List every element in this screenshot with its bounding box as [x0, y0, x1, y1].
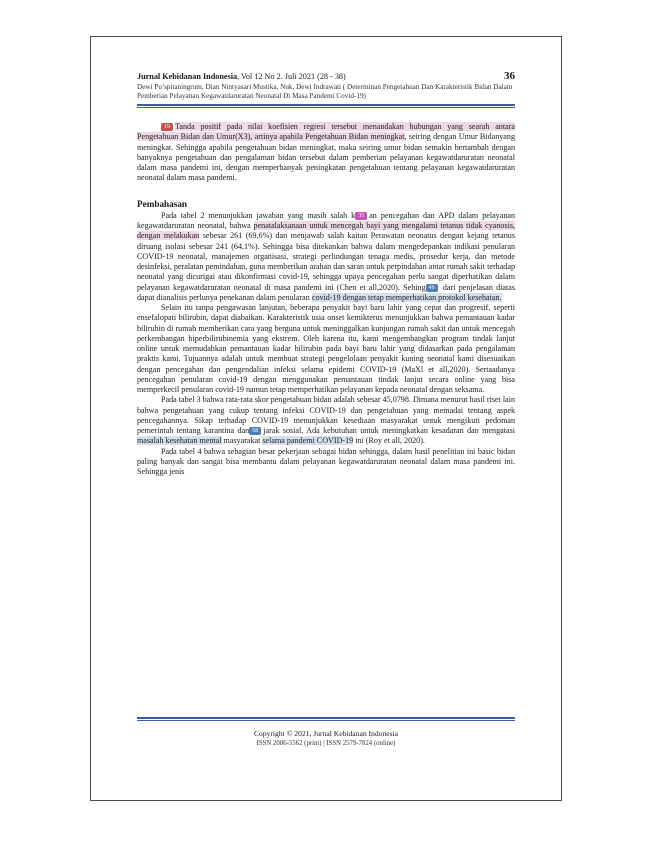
highlighted-text[interactable]: covid-19 dengan tetap memperhatikan protokol kesehatan.	[311, 292, 502, 302]
discussion-paragraph-2: Selain itu tanpa pengawasan lanjutan, beberapa penyakit bayi baru lahir yang cepat dan progresif, seperti ensefalopati bilirubin, dapat diabaikan. Karakteristik usia onset kemikterus menunjukkan bahwa pemantauan kadar bilirubin di rumah memberikan cara yang berguna untuk meninggalkan kunjungan rumah sakit dan untuk mencegah perkembangan hiperbilirubinemia yang ekstrem. Oleh karena itu, kami mengembangkan program tindak lanjut online untuk memudahkan pemantauan kadar bilirubin pada bayi baru lahir yang didasarkan pada pengalaman praktis kami. Tujuannya adalah untuk membuat strategi pengelolaan penyakit kuning neonatal kami disesuaikan dengan pencegahan dan pengendalian infeksi selama epidemi COVID-19 (MaXl et all,2020). Sertaadanya pencegahan penularan covid-19 dengan menggunakan pemantauan tindak lanjut secara online yang bisa memperkecil penularan covid-19 namun tetap memperhatikan pelayanan kepada neonatal dengan seksama.	[137, 303, 515, 394]
paragraph-text: jarak sosial. Ada kebutuhan untuk meningkatkan kesadaran dan mengatasi	[263, 426, 515, 435]
paragraph-text: sebesar 261 (69,6%) dan menjawab salah kaitan Perawatan neonatus dengan kejang tetanus diruang isolasi sebesar 241 (64,1%). Sehingga bisa ditekankan bahwa dalam mengedepankan indikasi penularan COVID-19 neonatal, manajemen organisasi, strategi perlindungan tenaga medis, prosedur kerja, dan metode desinfeksi, peralatan pemindahan, guna memberikan arahan dan saran untuk perpindahan antar rumah sakit terhadap neonatal yang dicurigai atau dikonfirmasi covid-19, sehingga upaya pencegahan perlu sangat diperhatikan dalam pelayanan kegawatdaruratan neonatal di masa pandemi ini (Chen et all,2020). Sehing	[137, 231, 515, 292]
paragraph-text: ini (Roy et all, 2020).	[353, 436, 425, 446]
footer-rule	[137, 717, 515, 719]
page-number: 36	[504, 70, 515, 82]
annotation-badge[interactable]: 35	[355, 212, 367, 220]
journal-title: Jurnal Kebidanan Indonesia	[137, 72, 238, 81]
section-heading: Pembahasan	[137, 198, 188, 209]
page-content	[137, 71, 515, 477]
page-footer	[137, 717, 515, 747]
journal-volume: , Vol 12 No 2. Juli 2021 (28 - 38)	[237, 72, 346, 81]
highlighted-text[interactable]: masalah kesehatan mental	[137, 436, 222, 446]
paragraph-text: dari penjelasan diatas dapat dianalisis perlunya penekanan dalam penularan	[137, 282, 515, 302]
annotation-badge[interactable]: 58	[249, 427, 261, 435]
header-rule-thin	[137, 107, 515, 108]
document-page	[90, 36, 562, 801]
discussion-paragraph-4: Pada tabel 4 bahwa sebagian besar pekerjaan sebagai bidan sehingga, dalam hasil penelitian ini basic bidan paling banyak dan sangat bisa membantu dalam pelayanan kegawatdaruratan neonatal dalam masa pandemi ini. Sehingga jenis	[137, 446, 515, 476]
footer-rule-thin	[137, 720, 515, 721]
issn-text: ISSN 2086-5562 (print) | ISSN 2579-7824 (online)	[256, 740, 396, 747]
highlighted-text[interactable]: selama pandemi COVID-19	[262, 436, 354, 446]
highlighted-text[interactable]: penatalaksanaan untuk mencegah bayi yang mengalami tetanus tidak cyanosis, dengan melakukan	[137, 221, 516, 241]
paragraph-text: an pencegahan dan APD dalam pelayanan kegawatdaruratan neonatal, bahwa	[137, 210, 516, 230]
article-body	[137, 122, 515, 477]
intro-paragraph	[137, 122, 515, 184]
header-rule	[137, 104, 515, 106]
discussion-paragraph-3	[137, 395, 515, 446]
paragraph-text: masyarakat	[221, 436, 263, 446]
discussion-paragraph-1	[137, 211, 515, 303]
paragraph-text: Pada tabel 2 menunjukkan jawaban yang masih salah k	[161, 210, 356, 220]
paragraph-text: , seiring dengan Umur Bidanyang meningkat. Sehingga apabila pengetahuan bidan meningkat, maka seiring umur bidan semakin bertambah dengan banyaknya pengetahuan dan pengalaman bidan tersebut dalam pemberian pelayanan kegawatdaruratan neonatal dalam masa pandemi ini, dengan memperbanyak peningkatan pengetahuan tentang pelayanan kegawatdaruratan neonatal dalam masa pandemi.	[137, 132, 515, 183]
journal-citation	[137, 72, 346, 82]
highlighted-text[interactable]: Tanda positif pada nilai koefisien regresi tersebut menandakan hubungan yang searah antara Pengetahuan Bidan dan Umur(X3), artinya apabila Pengetahuan Bidan meningkat	[137, 122, 515, 142]
article-authors-title: Dewi Pu’spitaningrum, Dian Nintyasari Mustika, Nuk, Dewi Indrawati ( Determinan Pengetahuan Dan Karakteristik Bidan Dalam Pemberian Pelayanan Kegawatdaruratan Neonatal Di Masa Pandemi Covid-19)	[137, 83, 513, 100]
running-header	[137, 71, 515, 82]
annotation-badge[interactable]: 19	[161, 123, 173, 131]
paragraph-text: Pada tabel 3 bahwa rata-rata skor pengetahuan bidan adalah sebesar 45,0798. Dimana menurut hasil riset lain bahwa pengetahuan yang cukup tentang infeksi COVID-19 dan pengetahuan yang memadai tentang aspek pencegahannya. Sikap terhadap COVID-19 menunjukkan kesediaan masyarakat untuk mengikuti pedoman pemerintah tentang karantina dan	[137, 395, 515, 435]
annotation-badge[interactable]: 46	[426, 284, 438, 292]
copyright-text: Copyright © 2021, Jurnal Kebidanan Indonesia	[253, 729, 399, 738]
